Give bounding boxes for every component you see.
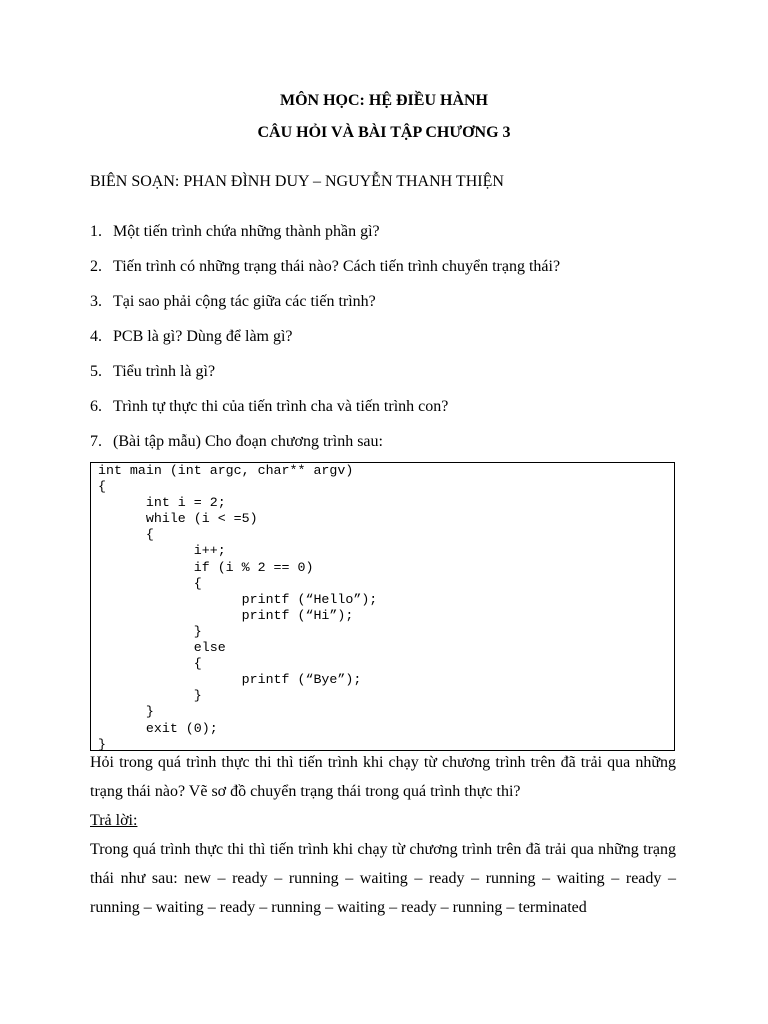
question-item	[90, 398, 448, 416]
question-item	[90, 258, 560, 276]
question-number: 6.	[90, 398, 102, 415]
question-number: 3.	[90, 293, 102, 310]
course-title: MÔN HỌC: HỆ ĐIỀU HÀNH	[280, 92, 488, 109]
question-item	[90, 223, 380, 241]
question-number: 4.	[90, 328, 102, 345]
question-text: Trình tự thực thi của tiến trình cha và tiến trình con?	[113, 398, 449, 415]
exercise-question: Hỏi trong quá trình thực thi thì tiến trình khi chạy từ chương trình trên đã trải qua những trạng thái nào? Vẽ sơ đồ chuyển trạng thái trong quá trình thực thi?	[90, 754, 676, 800]
question-number: 2.	[90, 258, 102, 275]
question-text: Tiến trình có những trạng thái nào? Cách tiến trình chuyển trạng thái?	[113, 258, 561, 275]
question-item	[90, 363, 215, 381]
chapter-title: CÂU HỎI VÀ BÀI TẬP CHƯƠNG 3	[257, 124, 511, 141]
question-text: Một tiến trình chứa những thành phần gì?	[113, 223, 380, 240]
question-item	[90, 328, 293, 346]
question-item	[90, 293, 376, 311]
question-number: 5.	[90, 363, 102, 380]
question-text: Tại sao phải cộng tác giữa các tiến trình?	[113, 293, 376, 310]
question-text: Tiểu trình là gì?	[113, 363, 216, 380]
code-listing: int main (int argc, char** argv) { int i = 2; while (i < =5) { i++; if (i % 2 == 0) { printf (“Hello”); printf (“Hi”); } else { printf (“Bye”); } } exit (0); }	[98, 463, 378, 752]
question-item	[90, 433, 383, 451]
question-number: 1.	[90, 223, 102, 240]
author-line: BIÊN SOẠN: PHAN ĐÌNH DUY – NGUYỄN THANH THIỆN	[90, 173, 504, 190]
question-text: (Bài tập mẫu) Cho đoạn chương trình sau:	[113, 433, 383, 450]
question-text: PCB là gì? Dùng để làm gì?	[113, 328, 293, 345]
answer-label: Trả lời:	[90, 812, 138, 829]
question-number: 7.	[90, 433, 102, 450]
code-block	[90, 462, 675, 751]
answer-text: Trong quá trình thực thi thì tiến trình khi chạy từ chương trình trên đã trải qua những trạng thái như sau: new – ready – running – waiting – ready – running – waiting – ready – running – waiting – ready – running – waiting – ready – running – terminated	[90, 841, 676, 916]
